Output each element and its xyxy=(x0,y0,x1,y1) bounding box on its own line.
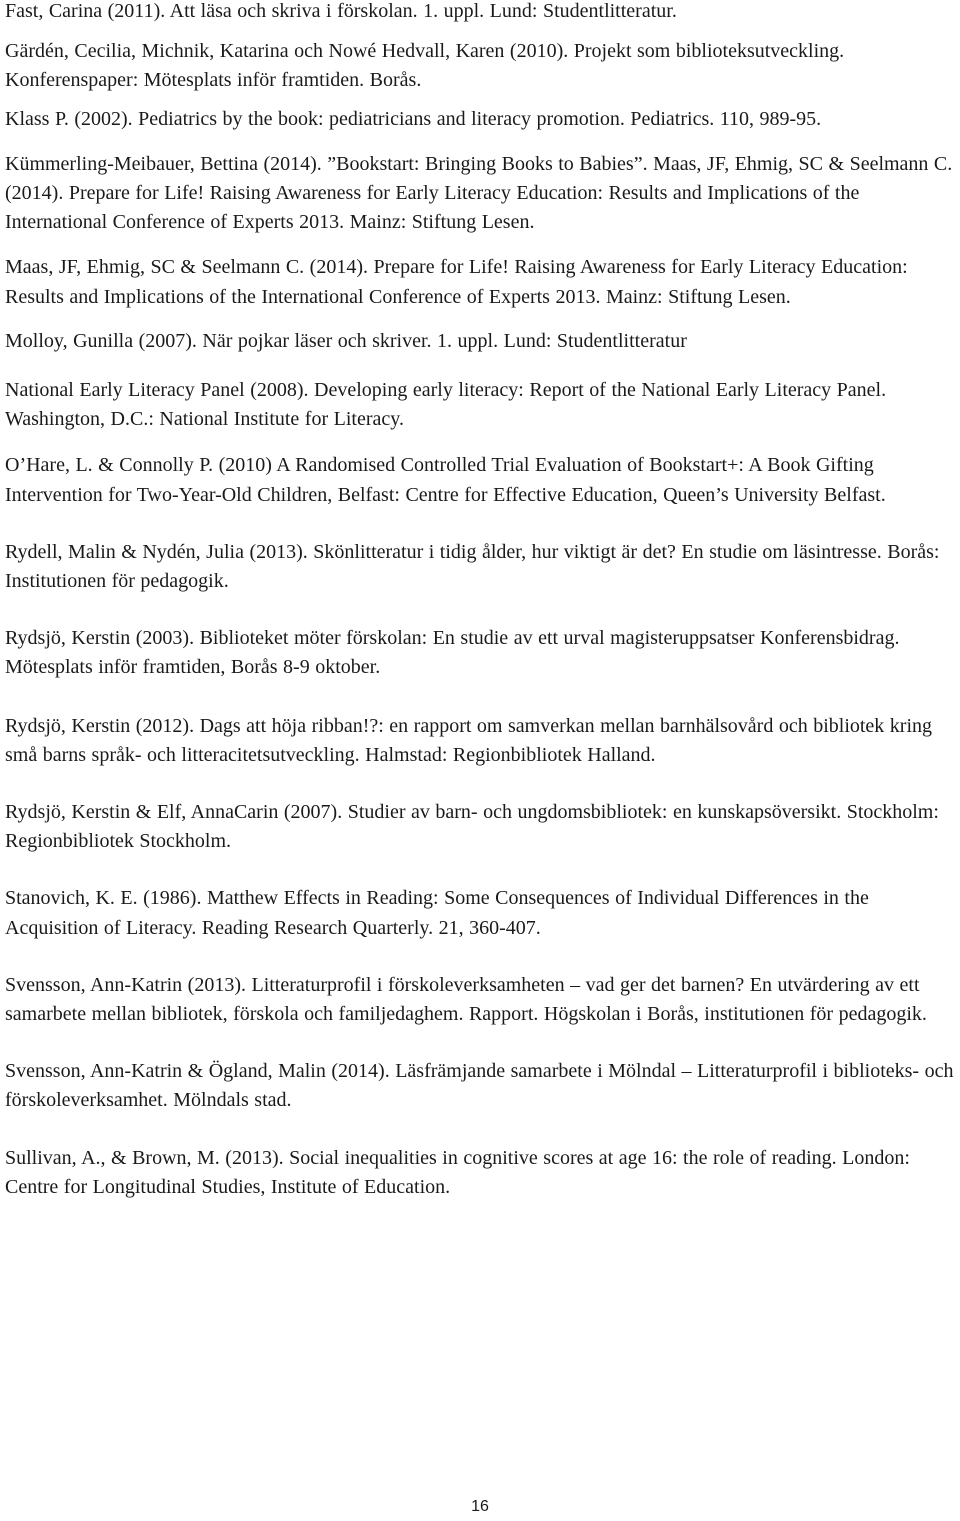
reference-entry: National Early Literacy Panel (2008). Developing early literacy: Report of the National Early Literacy Panel. Washington, D.C.: National Institute for Literacy. xyxy=(5,379,887,431)
reference-list xyxy=(5,0,955,1202)
reference-entry: Rydsjö, Kerstin & Elf, AnnaCarin (2007). Studier av barn- och ungdomsbibliotek: en kunskapsöversikt. Stockholm: Regionbibliotek Stockholm. xyxy=(5,801,939,853)
reference-entry: Molloy, Gunilla (2007). När pojkar läser och skriver. 1. uppl. Lund: Studentlitteratur xyxy=(5,329,687,352)
reference-entry: O’Hare, L. & Connolly P. (2010) A Randomised Controlled Trial Evaluation of Bookstart+: A Book Gifting Intervention for Two-Year-Old Children, Belfast: Centre for Effective Education, Queen’s University Belfast. xyxy=(5,454,886,506)
page-number: 16 xyxy=(471,1498,489,1515)
reference-entry: Gärdén, Cecilia, Michnik, Katarina och Nowé Hedvall, Karen (2010). Projekt som biblioteksutveckling. Konferenspaper: Mötesplats inför framtiden. Borås. xyxy=(5,40,845,92)
reference-entry: Rydsjö, Kerstin (2003). Biblioteket möter förskolan: En studie av ett urval magisteruppsatser Konferensbidrag. Mötesplats inför framtiden, Borås 8-9 oktober. xyxy=(5,627,900,679)
reference-entry: Fast, Carina (2011). Att läsa och skriva i förskolan. 1. uppl. Lund: Studentlitteratur. xyxy=(5,0,677,22)
reference-entry: Maas, JF, Ehmig, SC & Seelmann C. (2014). Prepare for Life! Raising Awareness for Early Literacy Education: Results and Implications of the International Conference of Experts 2013. Mainz: Stiftung Lesen. xyxy=(5,256,908,308)
reference-entry: Rydell, Malin & Nydén, Julia (2013). Skönlitteratur i tidig ålder, hur viktigt är det? En studie om läsintresse. Borås: Institutionen för pedagogik. xyxy=(5,540,940,593)
reference-entry: Svensson, Ann-Katrin & Ögland, Malin (2014). Läsfrämjande samarbete i Mölndal – Litteraturprofil i biblioteks- och förskoleverksamhet. Mölndals stad. xyxy=(5,1060,954,1112)
reference-entry: Rydsjö, Kerstin (2012). Dags att höja ribban!?: en rapport om samverkan mellan barnhälsovård och bibliotek kring små barns språk- och litteracitetsutveckling. Halmstad: Regionbibliotek Halland. xyxy=(5,714,933,766)
reference-entry: Kümmerling-Meibauer, Bettina (2014). ”Bookstart: Bringing Books to Babies”. Maas, JF, Ehmig, SC & Seelmann C. (2014). Prepare for Life! Raising Awareness for Early Literacy Education: Results and Implications of the International Conference of Experts 2013. Mainz: Stiftung Lesen. xyxy=(5,152,953,234)
reference-entry: Sullivan, A., & Brown, M. (2013). Social inequalities in cognitive scores at age 16: the role of reading. London: Centre for Longitudinal Studies, Institute of Education. xyxy=(5,1146,910,1198)
reference-entry: Svensson, Ann-Katrin (2013). Litteraturprofil i förskoleverksamheten – vad ger det barnen? En utvärdering av ett samarbete mellan bibliotek, förskola och familjedaghem. Rapport. Högskolan i Borås, institutionen för pedagogik. xyxy=(5,973,927,1026)
reference-entry: Klass P. (2002). Pediatrics by the book: pediatricians and literacy promotion. Pediatrics. 110, 989-95. xyxy=(5,107,822,130)
reference-entry: Stanovich, K. E. (1986). Matthew Effects in Reading: Some Consequences of Individual Differences in the Acquisition of Literacy. Reading Research Quarterly. 21, 360-407. xyxy=(5,887,869,939)
